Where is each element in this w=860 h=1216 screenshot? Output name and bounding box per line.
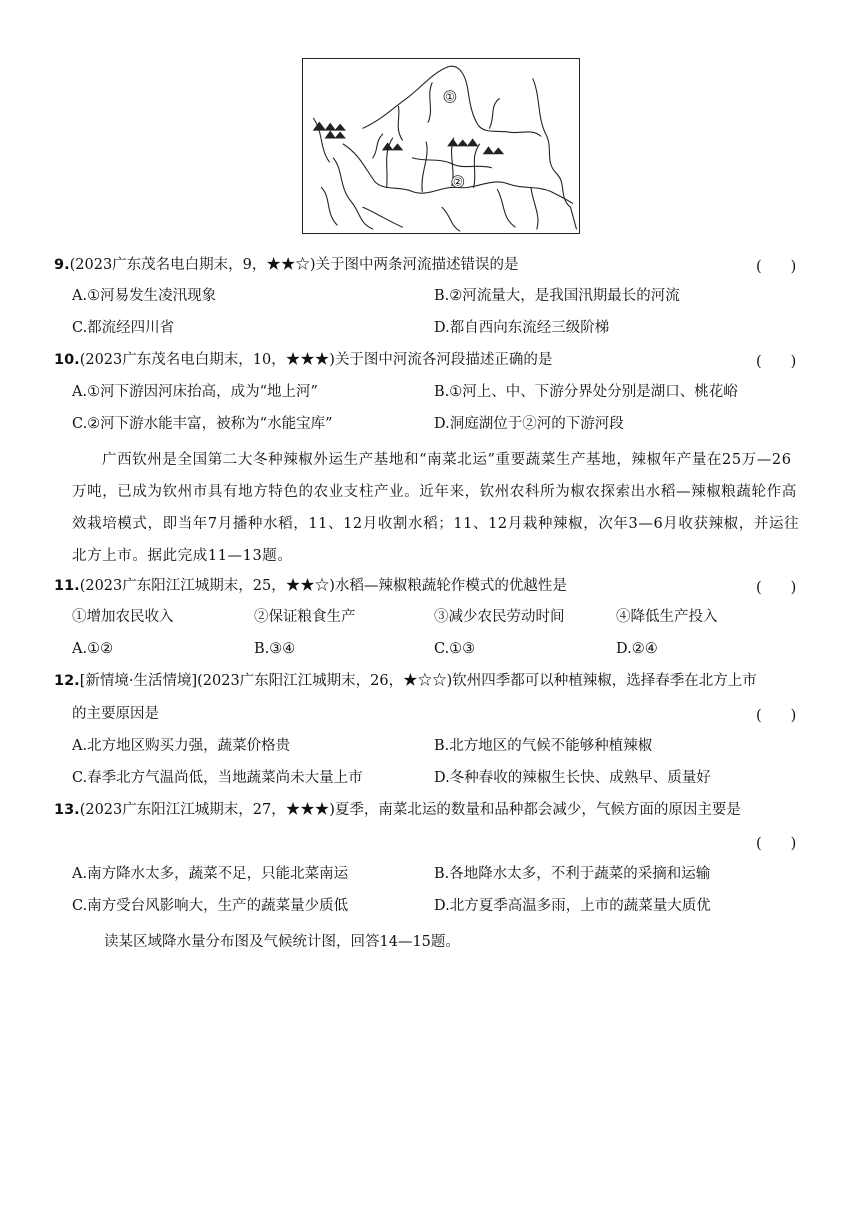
river-map-drawing — [303, 59, 579, 233]
mountain-icon — [383, 143, 403, 150]
q11-item-4: ④降低生产投入 — [616, 609, 718, 625]
q9-stem: (2023广东茂名电白期末，9，★★☆)关于图中两条河流描述错误的是 — [69, 257, 519, 273]
q13-stem-line — [54, 800, 741, 820]
q11-option-d: D.②④ — [616, 641, 658, 657]
q11-option-b: B.③④ — [254, 641, 296, 657]
q12-number: 12. — [54, 673, 80, 689]
river-2-label: ② — [452, 175, 463, 189]
river-map — [302, 58, 580, 234]
q11-number: 11. — [54, 578, 80, 594]
q11-stem: (2023广东阳江江城期末，25，★★☆)水稻—辣椒粮蔬轮作模式的优越性是 — [79, 578, 567, 594]
mountain-icon — [448, 139, 478, 146]
q11-option-a: A.①② — [72, 641, 114, 657]
q11-answer-bracket: ( ) — [756, 580, 797, 596]
q10-stem-line — [54, 350, 552, 370]
mountain-icon — [325, 131, 345, 138]
river-1-label: ① — [445, 90, 455, 104]
q9-answer-bracket: ( ) — [756, 259, 797, 275]
q12-option-b: B.北方地区的气候不能够种植辣椒 — [434, 738, 653, 754]
q9-option-a: A.①河易发生凌汛现象 — [72, 288, 217, 304]
q12-option-a: A.北方地区购买力强，蔬菜价格贵 — [72, 738, 291, 754]
q13-option-c: C.南方受台风影响大，生产的蔬菜量少质低 — [72, 898, 349, 914]
q13-option-d: D.北方夏季高温多雨，上市的蔬菜量大质优 — [434, 898, 711, 914]
q12-stem-2: 的主要原因是 — [72, 706, 159, 722]
q12-option-c: C.春季北方气温尚低，当地蔬菜尚未大量上市 — [72, 770, 363, 786]
q13-option-a: A.南方降水太多，蔬菜不足，只能北菜南运 — [72, 866, 349, 882]
q12-option-d: D.冬种春收的辣椒生长快、成熟早、质量好 — [434, 770, 711, 786]
mountain-icon — [313, 122, 345, 130]
q13-option-b: B.各地降水太多，不利于蔬菜的采摘和运输 — [434, 866, 711, 882]
q13-number: 13. — [54, 802, 80, 818]
q9-stem-line — [54, 255, 519, 275]
q11-item-1: ①增加农民收入 — [72, 609, 174, 625]
q12-stem-line — [54, 671, 757, 691]
q12-stem-1: [新情境·生活情境](2023广东阳江江城期末，26，★☆☆)钦州四季都可以种植辣椒，选择春季在北方上市 — [79, 673, 757, 689]
mountain-icon — [484, 147, 504, 154]
q9-number: 9. — [54, 257, 70, 273]
q13-answer-bracket: ( ) — [756, 836, 797, 852]
q11-item-2: ②保证粮食生产 — [254, 609, 356, 625]
q13-stem: (2023广东阳江江城期末，27，★★★)夏季，南菜北运的数量和品种都会减少，气候方面的原因主要是 — [79, 802, 741, 818]
q10-option-d: D.洞庭湖位于②河的下游河段 — [434, 416, 624, 432]
q9-option-c: C.都流经四川省 — [72, 320, 175, 336]
river-2 — [343, 144, 572, 203]
coastline — [533, 79, 577, 229]
reading-instruction: 读某区域降水量分布图及气候统计图，回答14—15题。 — [104, 934, 460, 950]
q10-option-b: B.①河上、中、下游分界处分别是湖口、桃花峪 — [434, 384, 738, 400]
q10-option-a: A.①河下游因河床抬高，成为“地上河” — [72, 384, 318, 400]
q9-option-b: B.②河流量大，是我国汛期最长的河流 — [434, 288, 680, 304]
q10-answer-bracket: ( ) — [756, 354, 797, 370]
q10-number: 10. — [54, 352, 80, 368]
q9-option-d: D.都自西向东流经三级阶梯 — [434, 320, 610, 336]
q12-answer-bracket: ( ) — [756, 708, 797, 724]
reading-passage: 广西钦州是全国第二大冬种辣椒外运生产基地和“南菜北运”重要蔬菜生产基地，辣椒年产量在25万—26万吨，已成为钦州市具有地方特色的农业支柱产业。近年来，钦州农科所为椒农探索出水稻—辣椒粮蔬轮作高效栽培模式，即当年7月播种水稻，11、12月收割水稻；11、12月栽种辣椒，次年3—6月收获辣椒，并运往北方上市。据此完成11—13题。 — [72, 452, 800, 564]
q11-option-c: C.①③ — [434, 641, 476, 657]
q11-stem-line — [54, 576, 567, 596]
q10-option-c: C.②河下游水能丰富，被称为“水能宝库” — [72, 416, 333, 432]
q10-stem: (2023广东茂名电白期末，10，★★★)关于图中河流各河段描述正确的是 — [79, 352, 553, 368]
q11-item-3: ③减少农民劳动时间 — [434, 609, 565, 625]
